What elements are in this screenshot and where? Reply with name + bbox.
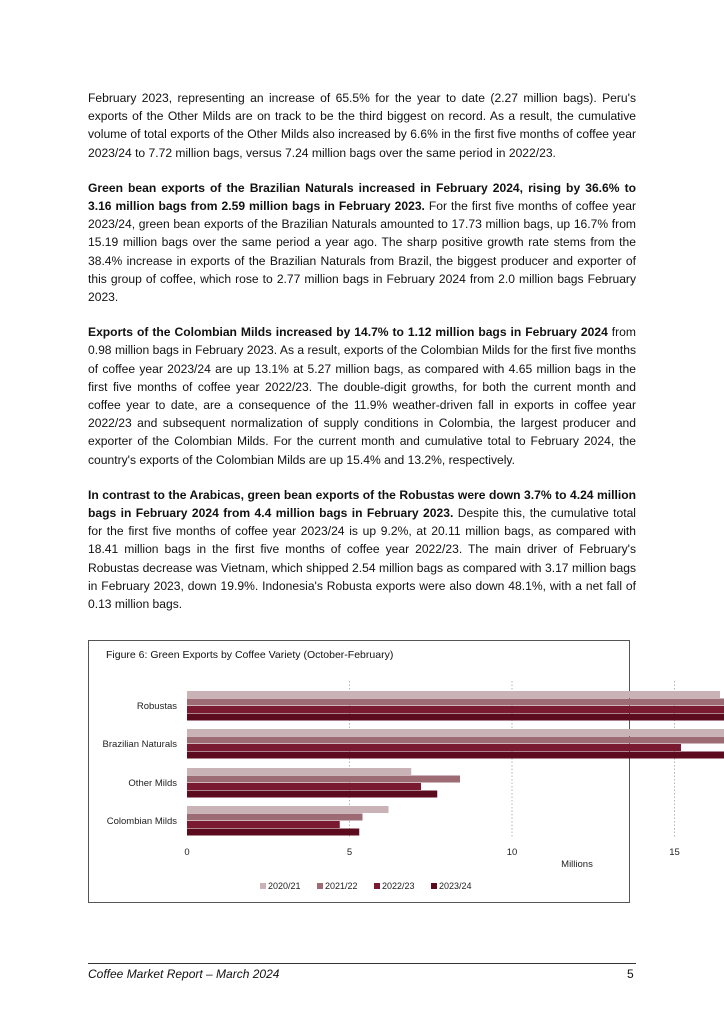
category-label: Other Milds <box>128 778 177 789</box>
legend-label: 2022/23 <box>382 881 415 891</box>
bar-colombian-milds-2021-22 <box>187 814 363 821</box>
report-body <box>88 89 636 630</box>
page-number: 5 <box>627 967 634 981</box>
bar-robustas-2021-22 <box>187 699 724 706</box>
paragraph-other-milds <box>88 89 636 162</box>
paragraph-colombian-milds <box>88 323 636 469</box>
bar-brazilian-naturals-2023-24 <box>187 752 724 759</box>
bar-brazilian-naturals-2021-22 <box>187 737 724 744</box>
bar-robustas-2020-21 <box>187 691 720 698</box>
bar-brazilian-naturals-2020-21 <box>187 729 724 736</box>
x-tick-label: 5 <box>346 847 353 858</box>
bar-other-milds-2021-22 <box>187 776 460 783</box>
x-tick-label: 0 <box>184 847 190 858</box>
bar-robustas-2022-23 <box>187 706 724 713</box>
figure-title: Figure 6: Green Exports by Coffee Variety (October-February) <box>106 649 394 661</box>
paragraph-text: from 0.98 million bags in February 2023. As a result, exports of the Colombian Milds for the first five months of coffee year 2023/24 are up 13.1% at 5.27 million bags, as compared with 4.65 million bags in the first five months of coffee year 2022/23. The double-digit growths, for both the current month and coffee year to date, are a consequence of the 11.9% weather-driven fall in exports in coffee year 2022/23 and subsequent normalization of supply conditions in Colombia, the largest producer and exporter of the Colombian Milds. For the current month and cumulative total to February 2024, the country's exports of the Colombian Milds are up 15.4% and 13.2%, respectively. <box>88 325 636 467</box>
legend-label: 2023/24 <box>439 881 472 891</box>
bar-other-milds-2023-24 <box>187 791 437 798</box>
bar-other-milds-2022-23 <box>187 783 421 790</box>
bar-colombian-milds-2022-23 <box>187 821 340 828</box>
legend-label: 2020/21 <box>268 881 301 891</box>
x-tick-label: 10 <box>506 847 518 858</box>
paragraph-lead: Exports of the Colombian Milds increased by 14.7% to 1.12 million bags in February 2024 <box>88 325 608 340</box>
bar-other-milds-2020-21 <box>187 768 411 775</box>
paragraph-lead: In contrast to the Arabicas, green bean exports of the Robustas were down 3.7% to 4.24 million bags in February 2024 from 4.4 million bags in February 2023. <box>88 487 636 521</box>
x-tick-label: 15 <box>669 847 680 858</box>
legend-swatch <box>317 883 323 889</box>
legend-swatch <box>374 883 380 889</box>
category-label: Brazilian Naturals <box>102 739 177 750</box>
category-label: Colombian Milds <box>106 816 177 827</box>
legend-swatch <box>431 883 437 889</box>
bar-robustas-2023-24 <box>187 714 724 721</box>
paragraph-brazilian-naturals <box>88 179 636 306</box>
figure-6 <box>88 640 680 903</box>
paragraph-lead: Green bean exports of the Brazilian Naturals increased in February 2024, rising by 36.6% to 3.16 million bags from 2.59 million bags in February 2023. <box>88 180 636 214</box>
footer-rule <box>88 963 636 964</box>
bar-brazilian-naturals-2022-23 <box>187 744 681 751</box>
paragraph-text: For the first five months of coffee year 2023/24, green bean exports of the Brazilian Naturals amounted to 17.73 million bags, up 16.7% from 15.19 million bags over the same period a year ago. The sharp positive growth rate stems from the 38.4% increase in exports of the Brazilian Naturals from Brazil, the biggest producer and exporter of this group of coffee, which rose to 2.77 million bags in February 2024 from 2.0 million bags February 2023. <box>88 199 636 305</box>
bar-colombian-milds-2023-24 <box>187 829 359 836</box>
bar-chart <box>89 641 680 904</box>
paragraph-text: February 2023, representing an increase of 65.5% for the year to date (2.27 million bags). Peru's exports of the Other Milds are on track to be the third biggest on record. As a result, the cumulative volume of total exports of the Other Milds also increased by 6.6% in the first five months of coffee year 2023/24 to 7.72 million bags, versus 7.24 million bags over the same period in 2022/23. <box>88 91 636 160</box>
legend-label: 2021/22 <box>325 881 358 891</box>
legend-swatch <box>260 883 266 889</box>
footer-title: Coffee Market Report – March 2024 <box>88 967 280 981</box>
category-label: Robustas <box>136 701 177 712</box>
paragraph-robustas <box>88 486 636 613</box>
x-axis-label: Millions <box>561 859 593 870</box>
paragraph-text: Despite this, the cumulative total for the first five months of coffee year 2023/24 is up 9.2%, at 20.11 million bags, as compared with 18.41 million bags in the first five months of coffee year 2022/23. The main driver of February's Robustas decrease was Vietnam, which shipped 2.54 million bags as compared with 3.17 million bags in February 2023, down 19.9%. Indonesia's Robusta exports were also down 48.1%, with a net fall of 0.13 million bags. <box>88 506 636 612</box>
bar-colombian-milds-2020-21 <box>187 806 389 813</box>
